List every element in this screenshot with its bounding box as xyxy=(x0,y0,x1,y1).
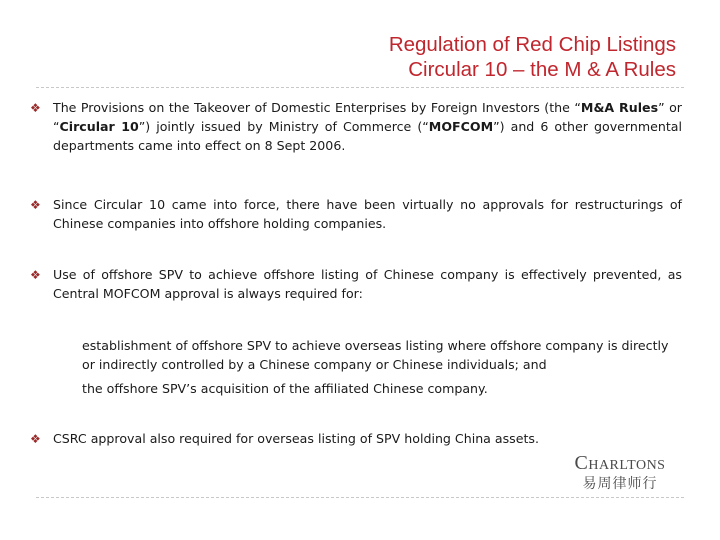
diamond-bullet-icon: ❖ xyxy=(30,101,41,115)
bullet-text-3: Use of offshore SPV to achieve offshore listing of Chinese company is effectively prevented, as Central MOFCOM approval is always required for: xyxy=(53,267,682,301)
title-line-1: Regulation of Red Chip Listings xyxy=(388,33,676,56)
charltons-logo xyxy=(556,452,684,494)
diamond-bullet-icon: ❖ xyxy=(30,198,41,212)
diamond-bullet-icon: ❖ xyxy=(30,432,41,446)
bullet-item-3 xyxy=(30,265,682,303)
sub-bullet-item-1 xyxy=(58,336,683,374)
logo-name: Charltons xyxy=(574,452,666,474)
slide-title xyxy=(389,32,676,82)
bullet-item-2 xyxy=(30,195,682,233)
logo-chinese-name: 易周律师行 xyxy=(582,476,658,492)
diamond-bullet-icon: ❖ xyxy=(30,268,41,282)
bullet-item-4 xyxy=(30,429,682,448)
bullet-text-4: CSRC approval also required for overseas listing of SPV holding China assets. xyxy=(53,431,539,446)
bullet-text-1: The Provisions on the Takeover of Domestic Enterprises by Foreign Investors (the “M&A Rules” or “Circular 10”) jointly issued by Ministry of Commerce (“MOFCOM”) and 6 other governmental departments came into effect on 8 Sept 2006. xyxy=(53,100,682,153)
bullet-item-1 xyxy=(30,98,682,155)
sub-bullet-item-2 xyxy=(58,379,683,398)
sub-bullet-text-1: establishment of offshore SPV to achieve overseas listing where offshore company is directly or indirectly controlled by a Chinese company or Chinese individuals; and xyxy=(82,338,669,372)
bullet-text-2: Since Circular 10 came into force, there have been virtually no approvals for restructurings of Chinese companies into offshore holding companies. xyxy=(53,197,682,231)
bottom-divider xyxy=(36,497,684,498)
sub-bullet-text-2: the offshore SPV’s acquisition of the affiliated Chinese company. xyxy=(82,381,488,396)
title-line-2: Circular 10 – the M & A Rules xyxy=(408,58,676,81)
top-divider xyxy=(36,87,684,88)
